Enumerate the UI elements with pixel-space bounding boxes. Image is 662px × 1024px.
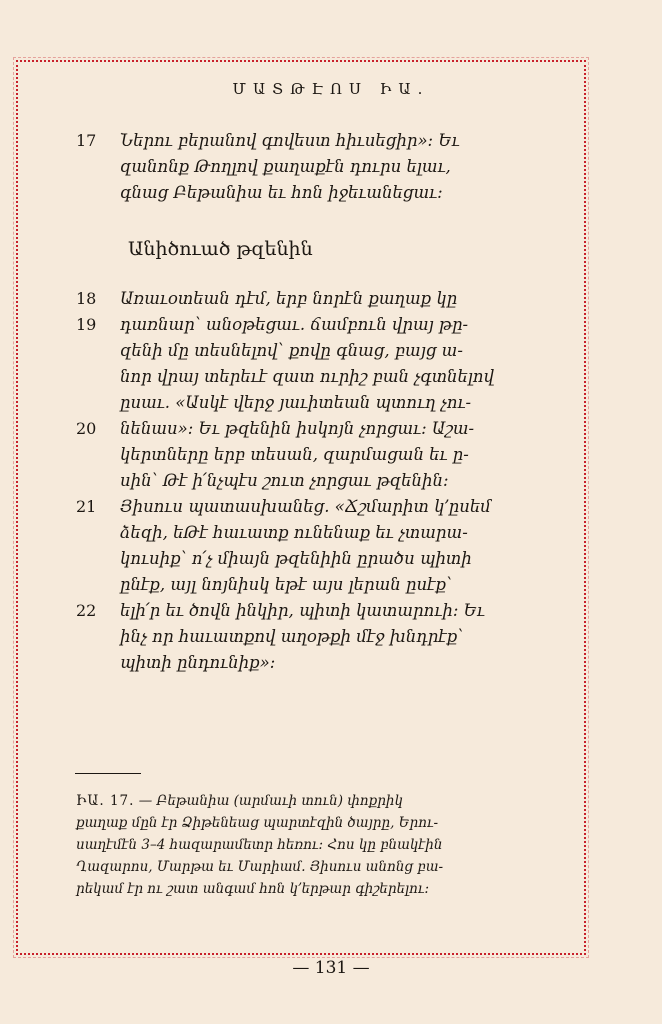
footnote-line: Ղազարոս, Մարթա եւ Մարիամ. Յիսուս անոնց բա-: [76, 859, 444, 875]
verse-line: [76, 598, 546, 624]
verse-line: [76, 338, 546, 364]
verse-line: [76, 286, 546, 312]
section-heading: Անիծուած թզենին: [128, 238, 313, 260]
verse-text: դառնար՝ անօթեցաւ. ճամբուն վրայ թը-: [120, 315, 469, 334]
verse-line: [76, 390, 546, 416]
verse-line: [76, 624, 546, 650]
verse-line: [76, 572, 546, 598]
verse-line: [76, 546, 546, 572]
verse-line: [76, 180, 546, 206]
verse-text: սին՝ Թէ ի՛նչպէս շուտ չորցաւ թզենին:: [120, 471, 449, 490]
footnote-line: [76, 790, 546, 812]
verse-text: նոր վրայ տերեւէ զատ ուրիշ բան չգտնելով: [120, 367, 495, 386]
verse-text: զենի մը տեսնելով՝ քովը գնաց, բայց ա-: [120, 341, 463, 360]
verse-line: [76, 520, 546, 546]
verse-text: նենաս»: Եւ թզենին իսկոյն չորցաւ: Աշա-: [120, 419, 475, 438]
verse-text: պիտի ընդունիք»:: [120, 653, 276, 672]
verses-18-22: [76, 286, 546, 676]
verse-line: [76, 650, 546, 676]
footnote: [76, 790, 546, 900]
verse-line: [76, 416, 546, 442]
verse-number: 20: [76, 419, 97, 438]
verse-line: [76, 154, 546, 180]
verse-text: ընէք, այլ նոյնիսկ եթէ այս լերան ըսէք՝: [120, 575, 453, 594]
verse-line: [76, 468, 546, 494]
footnote-line: րեկամ էր ու շատ անգամ հոն կ՚երթար գիշերելու:: [76, 881, 429, 897]
footnote-line: քաղաք մըն էր Ձիթենեաց պարտէզին ծայրը, Երու-: [76, 815, 439, 831]
page-number: — 131 —: [292, 958, 370, 978]
verse-number: 18: [76, 289, 97, 308]
verse-text: ինչ որ հաւատքով աղօթքի մէջ խնդրէք՝: [120, 627, 464, 646]
verse-line: [76, 494, 546, 520]
verse-number: 21: [76, 497, 97, 516]
footnote-text: — Բեթանիա (արմաւի տուն) փոքրիկ: [138, 793, 403, 809]
verse-text: Առաւօտեան դէմ, երբ նորէն քաղաք կը: [120, 289, 458, 308]
verse-line: [76, 364, 546, 390]
verse-text: կուսիք՝ ո՛չ միայն թզենիին ըրածս պիտի: [120, 549, 472, 568]
footnote-rule: [75, 773, 141, 774]
verse-number: 22: [76, 601, 97, 620]
running-header: ՄԱՏԹԷՈՍ ԻԱ․: [232, 80, 430, 98]
verse-text: կերտները երբ տեսան, զարմացան եւ ը-: [120, 445, 469, 464]
verse-line: [76, 442, 546, 468]
verse-text: գնաց Բեթանիա եւ հոն իջեւանեցաւ:: [120, 183, 443, 202]
verse-text: ըսաւ. «Ասկէ վերջ յաւիտեան պտուղ չու-: [120, 393, 472, 412]
verse-number: 19: [76, 315, 97, 334]
verse-number: 17: [76, 131, 97, 150]
verse-text: Ներու բերանով գովեստ հիւսեցիր»: Եւ: [120, 131, 460, 150]
verse-text: ձեզի, եԹէ հաւատք ունենաք եւ չտարա-: [120, 523, 468, 542]
verse-text: զանոնք Թողլով քաղաքէն դուրս ելաւ,: [120, 157, 451, 176]
footnote-line: սաղէմէն 3–4 հազարամետր հեռու: Հոս կը բնակէին: [76, 837, 443, 853]
verse-text: Յիսուս պատասխանեց. «Ճշմարիտ կ՚ըսեմ: [120, 497, 491, 516]
footnote-label: ԻԱ. 17.: [76, 793, 135, 809]
verse-17: [76, 128, 546, 206]
verse-text: ելի՛ր եւ ծովն ինկիր, պիտի կատարուի: Եւ: [120, 601, 485, 620]
verse-line: [76, 312, 546, 338]
verse-line: [76, 128, 546, 154]
